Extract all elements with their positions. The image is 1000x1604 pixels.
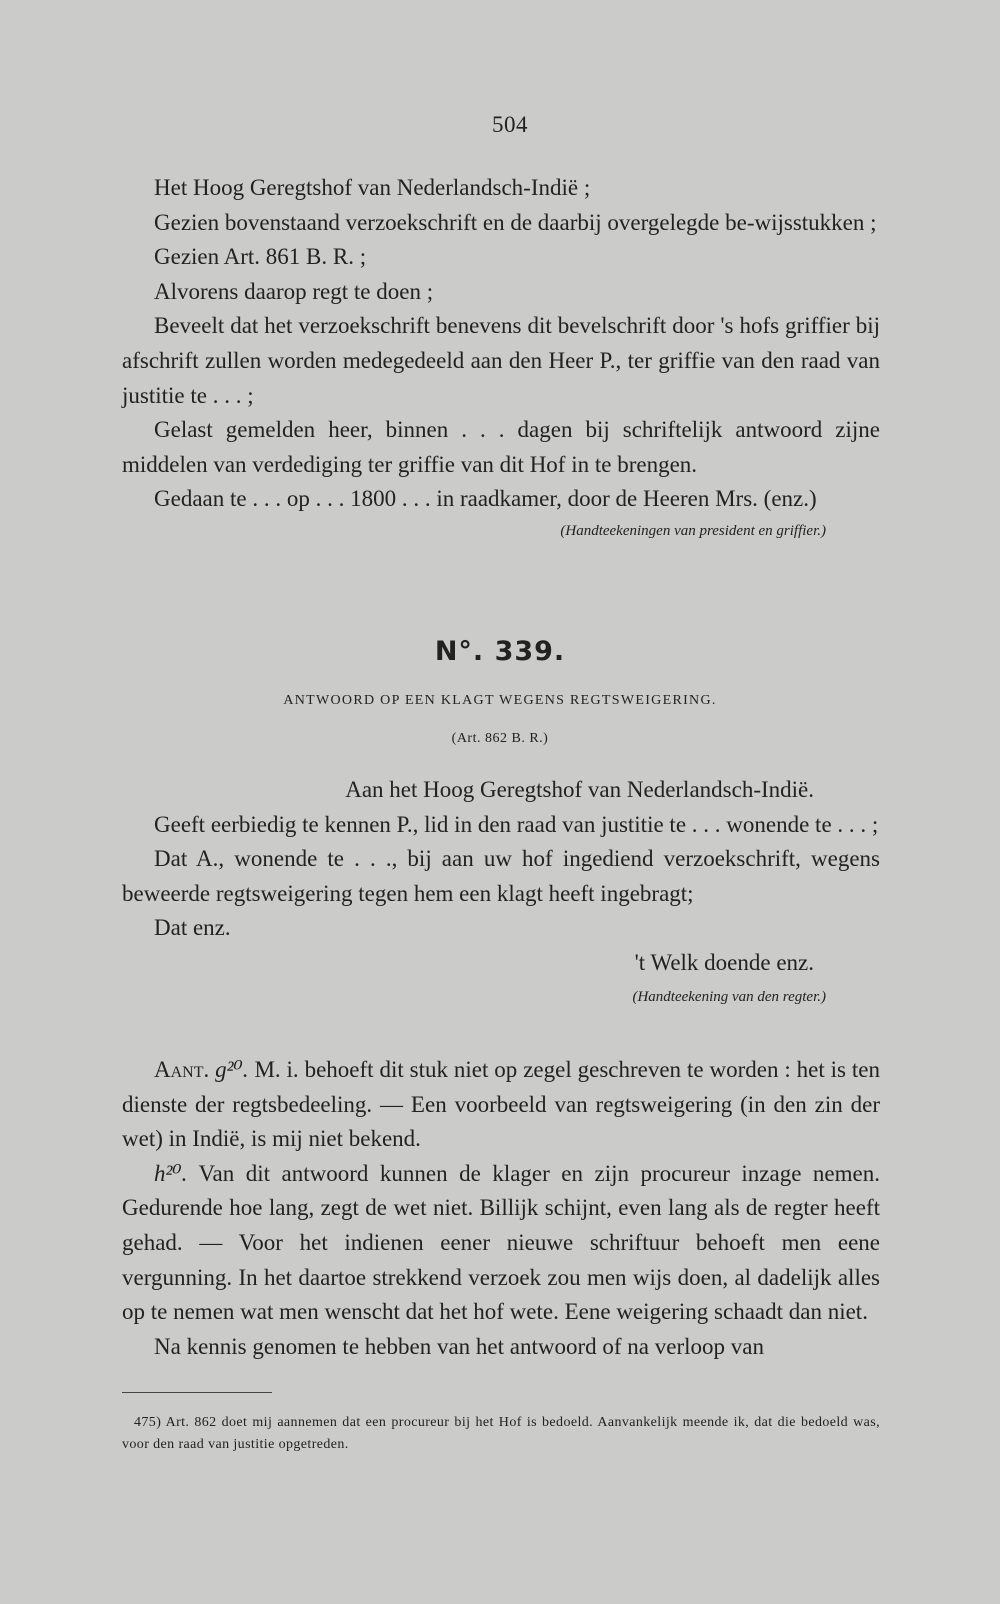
annotation-h — [122, 1157, 880, 1330]
answer-text-block — [122, 773, 880, 1007]
order-line: Gezien Art. 861 B. R. ; — [154, 244, 367, 270]
annotation-g — [122, 1053, 880, 1157]
annotation-text: M. i. behoeft dit stuk niet op zegel geschreven te worden : het is ten dienste der regtsbedeeling. — Een voorbeeld van regtsweigering (in den zin der wet) in Indië, is mij niet bekend. — [122, 1057, 880, 1152]
form-number-heading: N°. 339. — [434, 636, 566, 667]
answer-line: Dat enz. — [154, 915, 231, 941]
signature-note: (Handteekening van den regter.) — [632, 988, 826, 1005]
annotation-label: Aant. — [154, 1057, 210, 1082]
article-reference: (Art. 862 B. R.) — [451, 731, 549, 746]
order-line: Alvorens daarop regt te doen ; — [154, 278, 434, 304]
footnote — [122, 1412, 880, 1456]
footnote-divider — [122, 1392, 272, 1393]
order-line: Gedaan te . . . op . . . 1800 . . . in raadkamer, door de Heeren Mrs. (enz.) — [154, 486, 817, 512]
annotations-block — [122, 1053, 880, 1364]
signature-note: (Handteekeningen van president en griffier.) — [560, 522, 826, 539]
page-number: 504 — [492, 112, 528, 137]
answer-line: Dat A., wonende te . . ., bij aan uw hof ingediend verzoekschrift, wegens beweerde regtsweigering tegen hem een klagt heeft ingebragt; — [122, 846, 880, 906]
order-line: Beveelt dat het verzoekschrift benevens dit bevelschrift door 's hofs griffier bij afschrift zullen worden medegedeeld aan den Heer P., ter griffie van den raad van justitie te . . . ; — [122, 313, 880, 408]
footnote-text: Art. 862 doet mij aannemen dat een procureur bij het Hof is bedoeld. Aanvankelijk meende ik, dat die bedoeld was, voor den raad van justitie opgetreden. — [122, 1415, 880, 1452]
order-line: Gelast gemelden heer, binnen . . . dagen bij schriftelijk antwoord zijne middelen van verdediging ter griffie van dit Hof in te brengen. — [122, 417, 880, 477]
order-line: Gezien bovenstaand verzoekschrift en de daarbij overgelegde be-wijsstukken ; — [154, 209, 877, 235]
footnote-number: 475) — [134, 1415, 162, 1430]
annotation-last-line: Na kennis genomen te hebben van het antwoord of na verloop van — [154, 1333, 764, 1359]
address-line: Aan het Hoog Geregtshof van Nederlandsch-Indië. — [345, 777, 814, 802]
form-title-heading: ANTWOORD OP EEN KLAGT WEGENS REGTSWEIGERING. — [283, 693, 717, 708]
annotation-marker: g²⁰. — [215, 1057, 249, 1082]
annotation-text: Van dit antwoord kunnen de klager en zijn procureur inzage nemen. Gedurende hoe lang, zegt de wet niet. Billijk schijnt, even lang als de regter heeft gehad. — Voor het indienen eener nieuwe schriftuur behoeft men eene vergunning. In het daartoe strekkend verzoek zou men wijs doen, al dadelijk alles op te nemen wat men wenscht dat het hof wete. Eene weigering schaadt dan niet. — [122, 1160, 880, 1325]
answer-line: Geeft eerbiedig te kennen P., lid in den raad van justitie te . . . wonende te . . . ; — [154, 811, 879, 837]
order-text-block — [122, 171, 880, 543]
order-line: Het Hoog Geregtshof van Nederlandsch-Indië ; — [154, 175, 591, 200]
closing-line: 't Welk doende enz. — [634, 949, 814, 975]
annotation-marker: h²⁰. — [154, 1160, 188, 1186]
